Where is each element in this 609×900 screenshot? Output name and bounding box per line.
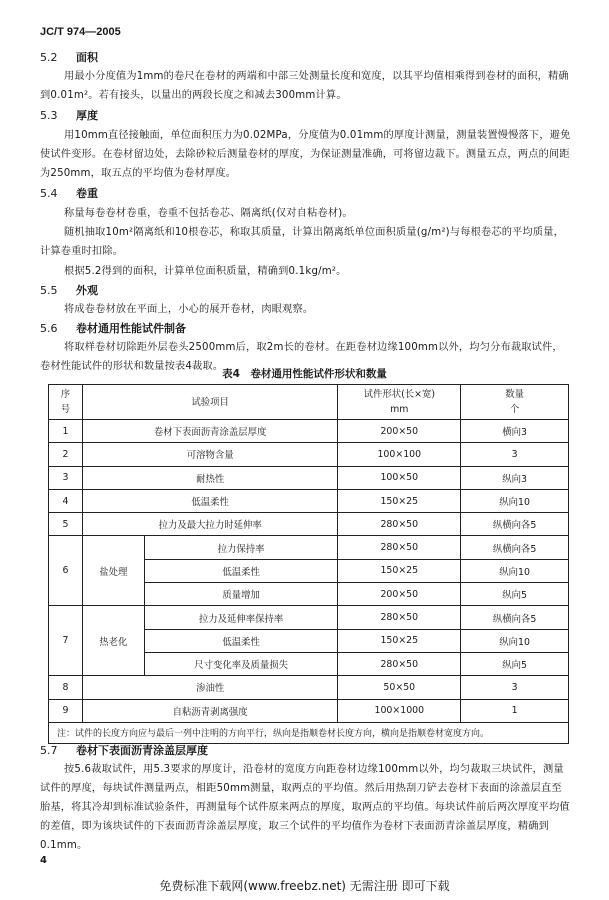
cell-qty: 纵向10 [461, 629, 569, 652]
cell-item: 低温柔性 [82, 489, 337, 512]
specimen-table [48, 384, 569, 744]
header-item: 试验项目 [82, 385, 337, 420]
header-seq: 序 号 [49, 385, 83, 420]
cell-seq: 8 [49, 676, 83, 699]
section-5-3-heading [40, 107, 98, 123]
cell-shape: 100×50 [338, 466, 461, 489]
table-row [49, 420, 569, 443]
cell-seq: 7 [49, 606, 83, 676]
cell-shape: 150×25 [338, 629, 461, 652]
section-5-3-paragraph: 用10mm直径接触面，单位面积压力为0.02MPa，分度值为0.01mm的厚度计测量，测量装置慢慢落下，避免使试件变形。在卷材留边处，去除砂粒后测量卷材的厚度，为保证测量准确，可将留边裁下。测量五点，两点的间距为250mm，取五点的平均值为卷材厚度。 [40, 130, 571, 179]
cell-qty: 3 [461, 443, 569, 466]
section-title: 卷重 [76, 187, 98, 200]
page-number: 4 [40, 855, 47, 866]
section-title: 厚度 [76, 109, 98, 122]
section-5-7-paragraph: 按5.6裁取试件，用5.3要求的厚度计，沿卷材的宽度方向距卷材边缘100mm以外，均匀裁取三块试件，测量试件的厚度，每块试件测量两点，相距50mm测量，取两点的平均值。然后用热刮刀铲去卷材下表面的涂盖层直至胎基，将其冷却到标准试验条件，再测量每个试件原来两点的厚度，取两点的平均值。每块试件前后两次厚度平均值的差值，即为该块试件的下表面沥青涂盖层厚度，取三个试件的平均值作为卷材下表面沥青涂盖层厚度，精确到0.1mm。 [40, 764, 570, 851]
cell-item: 自粘沥青剥离强度 [82, 699, 337, 722]
cell-item: 可溶物含量 [82, 443, 337, 466]
table-header-row [49, 385, 569, 420]
section-title: 卷材通用性能试件制备 [76, 322, 186, 335]
cell-qty: 纵横向各5 [461, 536, 569, 559]
header-shape: 试件形状(长×宽) mm [338, 385, 461, 420]
cell-item: 低温柔性 [144, 629, 338, 652]
section-number: 5.4 [40, 187, 58, 200]
cell-shape: 150×25 [338, 489, 461, 512]
table-note: 注：试件的长度方向应与最后一列中注明的方向平行，纵向是指顺卷材长度方向，横向是指顺卷材宽度方向。 [49, 722, 569, 743]
section-5-4-paragraph-3: 根据5.2得到的面积，计算单位面积质量，精确到0.1kg/m²。 [64, 266, 347, 277]
table-caption: 表4 卷材通用性能试件形状和数量 [222, 368, 387, 380]
cell-qty: 纵向3 [461, 466, 569, 489]
standard-code: JC/T 974—2005 [40, 26, 121, 38]
cell-shape: 100×100 [338, 443, 461, 466]
section-number: 5.6 [40, 322, 58, 335]
cell-qty: 纵向5 [461, 652, 569, 675]
section-5-6-paragraph: 将取样卷材切除距外层卷头2500mm后，取2m长的卷材。在距卷材边缘100mm以外，均匀分布裁取试件，卷材性能试件的形状和数量按表4裁取。 [40, 342, 563, 372]
section-title: 外观 [76, 284, 98, 297]
cell-shape: 280×50 [338, 652, 461, 675]
section-title: 面积 [76, 51, 98, 64]
table-row [49, 536, 569, 559]
cell-item: 拉力及延伸率保持率 [144, 606, 338, 629]
section-5-6-heading [40, 320, 186, 336]
cell-item: 渗油性 [82, 676, 337, 699]
cell-qty: 3 [461, 676, 569, 699]
cell-seq: 2 [49, 443, 83, 466]
cell-shape: 50×50 [338, 676, 461, 699]
section-5-7-heading [40, 742, 208, 758]
cell-item: 拉力保持率 [144, 536, 338, 559]
cell-qty: 纵向10 [461, 489, 569, 512]
table-row [49, 489, 569, 512]
cell-shape: 200×50 [338, 583, 461, 606]
cell-shape: 100×1000 [338, 699, 461, 722]
cell-seq: 4 [49, 489, 83, 512]
cell-item: 卷材下表面沥青涂盖层厚度 [82, 420, 337, 443]
table-row [49, 513, 569, 536]
table-row [49, 676, 569, 699]
cell-shape: 280×50 [338, 606, 461, 629]
cell-item: 拉力及最大拉力时延伸率 [82, 513, 337, 536]
table-row [49, 466, 569, 489]
cell-qty: 纵横向各5 [461, 606, 569, 629]
cell-seq: 9 [49, 699, 83, 722]
cell-item: 尺寸变化率及质量损失 [144, 652, 338, 675]
header-qty: 数量 个 [461, 385, 569, 420]
cell-shape: 200×50 [338, 420, 461, 443]
section-number: 5.7 [40, 744, 58, 757]
section-5-5-paragraph: 将成卷卷材放在平面上，小心的展开卷材，肉眼观察。 [64, 304, 314, 315]
section-number: 5.3 [40, 109, 58, 122]
cell-item: 质量增加 [144, 583, 338, 606]
section-5-4-heading [40, 185, 98, 201]
download-footer: 免费标准下载网(www.freebz.net) 无需注册 即可下载 [159, 879, 450, 893]
section-number: 5.2 [40, 51, 58, 64]
cell-item: 低温柔性 [144, 559, 338, 582]
table-row [49, 443, 569, 466]
cell-qty: 1 [461, 699, 569, 722]
section-5-2-paragraph: 用最小分度值为1mm的卷尺在卷材的两端和中部三处测量长度和宽度，以其平均值相乘得到卷材的面积，精确到0.01m²。若有接头，以量出的两段长度之和减去300mm计算。 [40, 71, 569, 101]
table-row [49, 606, 569, 629]
cell-seq: 5 [49, 513, 83, 536]
table-row [49, 699, 569, 722]
section-number: 5.5 [40, 284, 58, 297]
table-note-row [49, 722, 569, 743]
section-5-2-heading [40, 49, 98, 65]
section-title: 卷材下表面沥青涂盖层厚度 [76, 744, 208, 757]
cell-qty: 横向3 [461, 420, 569, 443]
section-5-4-paragraph-2: 随机抽取10m²隔离纸和10根卷芯，称取其质量，计算出隔离纸单位面积质量(g/m²)与每根卷芯的平均质量，计算卷重时扣除。 [40, 227, 565, 257]
cell-group-label: 热老化 [82, 606, 144, 676]
cell-shape: 280×50 [338, 536, 461, 559]
cell-seq: 3 [49, 466, 83, 489]
cell-group-label: 盐处理 [82, 536, 144, 606]
cell-qty: 纵向5 [461, 583, 569, 606]
cell-item: 耐热性 [82, 466, 337, 489]
cell-shape: 150×25 [338, 559, 461, 582]
cell-shape: 280×50 [338, 513, 461, 536]
cell-seq: 6 [49, 536, 83, 606]
cell-qty: 纵向10 [461, 559, 569, 582]
section-5-5-heading [40, 282, 98, 298]
cell-seq: 1 [49, 420, 83, 443]
cell-qty: 纵横向各5 [461, 513, 569, 536]
section-5-4-paragraph-1: 称量每卷卷材卷重，卷重不包括卷芯、隔离纸(仅对自粘卷材)。 [64, 208, 353, 219]
